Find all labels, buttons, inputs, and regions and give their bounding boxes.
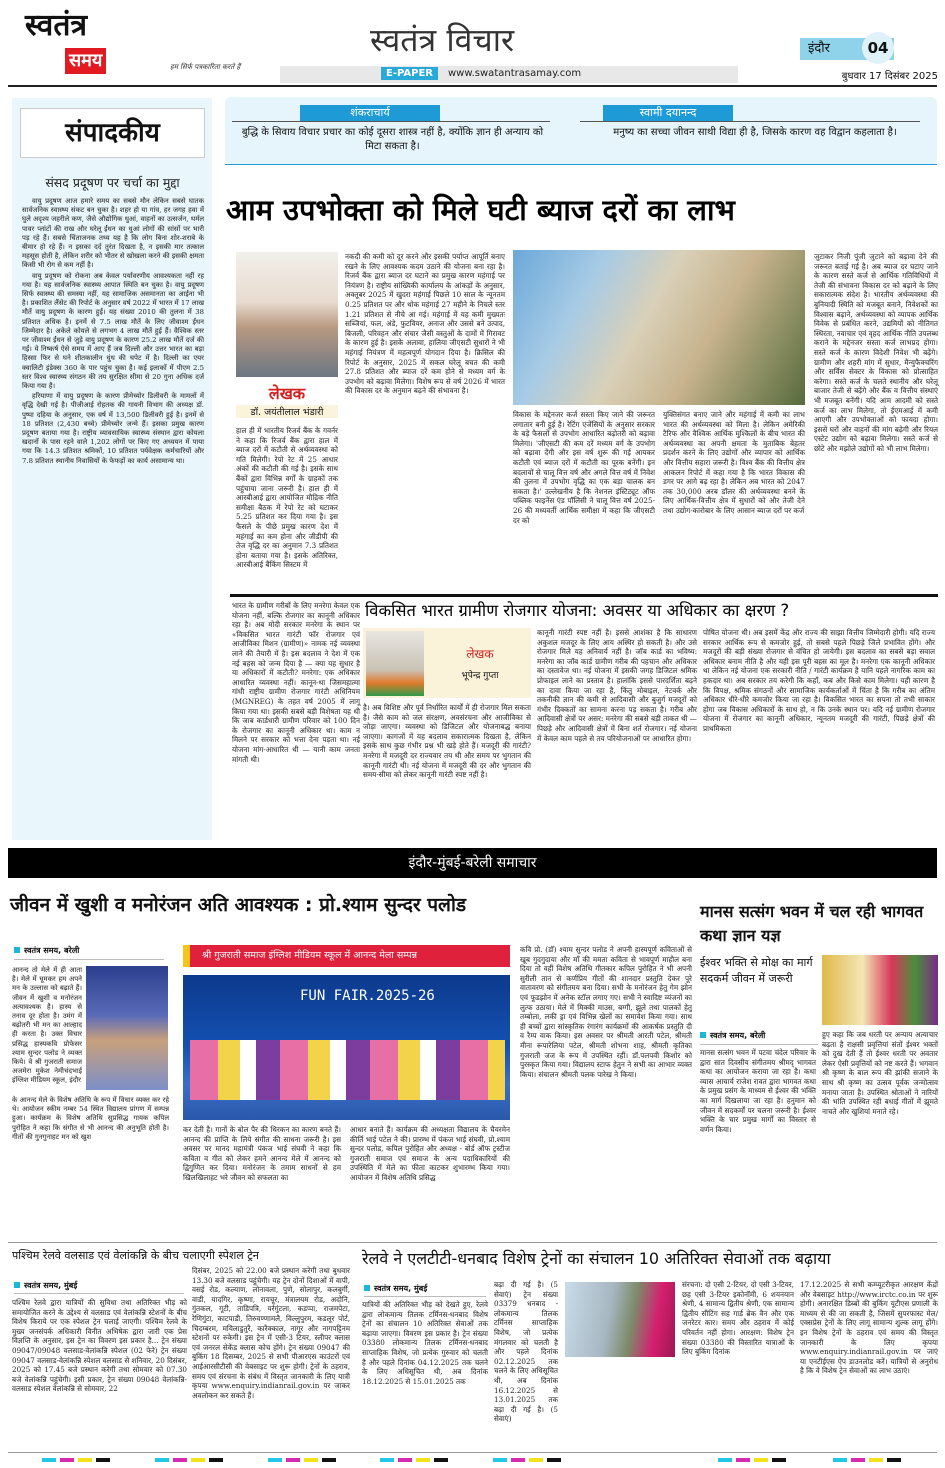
article-column-continued: के आनन्द मेले के विशेष अतिथि के रूप में विचार व्यक्त कर रहे थे। आयोजन स्कीम नम्बर 54 स्थित विद्यालय प्रांगण में सम्पन्न हुआ। कार्यक्रम के विशेष अतिथि सुप्रसिद्ध गायक कपिल पुरोहित ने कहा कि संगीत से भी आनन्द की अनुभूति होती है। गीतों की गुनगुनाहट मन को खुश (12, 1096, 169, 1141)
editorial-body (22, 197, 204, 467)
article-headline[interactable]: विकसित भारत ग्रामीण रोजगार योजना: अवसर या अधिकार का क्षरण ? (365, 601, 790, 620)
author-label: लेखक (466, 647, 494, 661)
print-registration-marks (718, 1458, 786, 1462)
quote-text: बुद्धि के सिवाय विचार प्रचार का कोई दूसरा शास्त्र नहीं है, क्योंकि ज्ञान ही अन्याय को मिटा सकता है। (241, 127, 544, 152)
dateline-rule (364, 1296, 486, 1297)
speaker-photo (86, 966, 168, 1090)
dateline-text: स्वतंत्र समय, बरेली (710, 1031, 766, 1040)
fun-fair-guests-image (190, 1040, 505, 1100)
rbi-building-photo (513, 250, 805, 405)
bullet-icon (700, 1032, 706, 1038)
page-title: स्वतंत्र विचार (370, 21, 515, 59)
quotes-bottom-rule (225, 164, 937, 165)
article-divider (8, 1242, 937, 1243)
issue-date: बुधवार 17 दिसंबर 2025 (841, 71, 938, 82)
article-column: नकदी की कमी को दूर करने और इसकी पर्याप्त आपूर्ति बनाए रखने के लिए आवश्यक कदम उठाने की योजना बना रहा है। रिजर्व बैंक द्वारा ब्याज दर घटाने का प्रमुख कारण महंगाई पर नियंत्रण है। राष्ट्रीय सांख्यिकी कार्यालय के आंकड़ों के अनुसार, अक्तूबर 2025 में खुदरा महंगाई पिछले 10 साल के न्यूनतम 0.25 प्रतिशत पर और थोक महंगाई 27 महीने के निचले स्तर 1.21 प्रतिशत से नीचे आ गई। महंगाई में यह कमी मुख्यतः सब्जियां, फल, अंडे, फुटवियर, अनाज और उससे बने उत्पाद, बिजली, परिवहन और संचार जैसी वस्तुओं के दामों में गिरावट के कारण हुई है। इसके अलावा, हालिया जीएसटी सुधारों ने भी महंगाई नियंत्रण में महत्वपूर्ण योगदान दिया है। क्रिसिल की रिपोर्ट के अनुसार, 2025 में सकल घरेलू बचत की कमी 27.8 प्रतिशत और ब्याज दरें कम होने से मध्यम वर्ग के उपभोग को बढ़ावा मिलेगा। विशेष रूप से वर्ष 2026 में भारत की विकास दर के अनुमान बढ़ने की संभावना है। (345, 252, 505, 396)
bhagwat-katha-photo (822, 955, 938, 1025)
dateline-text: स्वतंत्र समय, मुंबई (24, 1281, 78, 1290)
train-photo (565, 1282, 675, 1357)
dateline (364, 1283, 427, 1294)
dateline-text: स्वतंत्र समय, बरेली (24, 946, 80, 955)
article-column: कानूनी गारंटी स्पष्ट नहीं है। इससे आशंका है कि साधारण अकुशल मजदूर के लिए आय अस्थिर हो सकती है। और उसे रोजगार मिले यह अनिवार्य नहीं है। जॉब कार्ड का भविष्य: मनरेगा का जॉब कार्ड ग्रामीण गरीब की पहचान और अधिकार का दस्तावेज था। नई योजना में इसकी जगह डिजिटल श्रमिक प्रोफाइल लाने का प्रस्ताव है। हालांकि इससे पारदर्शिता बढ़ने का दावा किया जा रहा है, किंतु मोबाइल, नेटवर्क और तकनीकी ज्ञान की कमी से आदिवासी और बुजुर्ग मजदूरों को गंभीर दिक्कतों का सामना करना पड़ सकता है। गरीब और आदिवासी क्षेत्रों पर असर: मनरेगा की सबसे बड़ी ताकत थी — पिछड़े और आदिवासी क्षेत्रों में बिना शर्त रोजगार। नई योजना में केवल काम पहले से तय परियोजनाओं पर आधारित होगा। (537, 628, 697, 743)
website-link[interactable]: www.swatantrasamay.com (448, 68, 582, 79)
author-label: लेखक (268, 384, 306, 403)
article-column: संरचना: दो एसी 2-टियर, दो एसी 3-टियर, छह एसी 3-टियर इकोनॉमी, 6 शयनयान श्रेणी, 4 सामान्य द्वितीय श्रेणी, एक सामान्य द्वितीय सीटिंग सह गार्ड ब्रेक वैन और एक जनरेटर कार। समय और ठहराव में कोई परिवर्तन नहीं होगा। आरक्षण: विशेष ट्रेन संख्या 03380 की विस्तारित यात्राओं के लिए बुकिंग दिनांक (682, 1280, 794, 1357)
editorial-title: संसद प्रदूषण पर चर्चा का मुद्दा (45, 175, 180, 190)
article-headline[interactable]: पश्चिम रेलवे वलसाड एवं वेलांकन्नि के बीच चलाएगी स्पेशल ट्रेन (12, 1249, 259, 1262)
article-column: यात्रियों की अतिरिक्त भीड़ को देखते हुए, रेलवे द्वारा लोकमान्य तिलक टर्मिनस-धनबाद विशेष ट्रेनों का संचालन 10 अतिरिक्त सेवाओं तक बढ़ाया जाएगा। विवरण इस प्रकार है। ट्रेन संख्या 03380 लोकमान्य तिलक टर्मिनस-धनबाद साप्ताहिक विशेष, जो प्रत्येक गुरुवार को चलती है और पहले दिनांक 04.12.2025 तक चलने के लिए अधिसूचित थी, अब दिनांक 18.12.2025 से 15.01.2025 तक (362, 1300, 488, 1386)
article-column: आधार बनाते हैं। कार्यक्रम की अध्यक्षता विद्यालय के चैयरमेन कीर्ति भाई पटेल ने की। प्रारम्भ में पंकज भाई संघवी, प्रो.श्याम सुन्दर पलोड, कपिल पुरोहित और अध्यक्ष - बोर्ड ऑफ ट्रस्टीज गुजराती समाज एवं समाज के अन्य पदाधिकारियों की उपस्थिति में मेले का फीता काटकर शुभारम्भ किया गया। आयोजन में विशेष अतिथि प्रसिद्ध (350, 1125, 510, 1182)
article-column: पश्चिम रेलवे द्वारा यात्रियों की सुविधा तथा अतिरिक्त भीड़ को समायोजित करने के उद्देश्य से वलसाड एवं वेलांकन्नि स्टेशनों के बीच विशेष किराये पर एक स्पेशल ट्रेन चलाई जाएगी। पश्चिम रेलवे के मुख्य जनसंपर्क अधिकारी विनीत अभिषेक द्वारा जारी एक प्रेस विज्ञप्ति के अनुसार, इस ट्रेन का विवरण इस प्रकार है... ट्रेन संख्या 09047/09048 वलसाड-वेलांकन्नि स्पेशल (02 फेरे) ट्रेन संख्या 09047 वलसाड-वेलांकन्नि स्पेशल वलसाड से शनिवार, 20 दिसंबर, 2025 को 17.45 बजे प्रस्थान करेगी तथा सोमवार को 07.30 बजे वेलांकन्नि पहुंचेगी। इसी प्रकार, ट्रेन संख्या 09048 वेलांकन्नि- वलसाड स्पेशल वेलांकन्नि से सोमवार, 22 (12, 1298, 187, 1394)
footer-rule (8, 1452, 937, 1453)
author-name: डॉ. जयंतीलाल भंडारी (236, 405, 338, 418)
quote-author: शंकराचार्य (300, 105, 440, 121)
dateline-rule (14, 1293, 184, 1294)
dateline (700, 1030, 765, 1041)
author-photo (236, 252, 338, 377)
print-registration-marks (42, 1458, 110, 1462)
article-column: हुए कहा कि जब धरती पर अन्याय अत्याचार बढ़ता है राक्षसी प्रवृत्तियां संतों ईश्वर भक्तों को दुख देती हैं तो ईश्वर धरती पर अवतार लेकर ऐसी प्रवृत्तियों को नष्ट करते हैं। भगवान श्री कृष्ण के बाल रूप की झांकी सजाने के साथ श्री कृष्ण का उत्सव पूर्वक जन्मोत्सव मनाया जाता है। उपस्थित श्रोताओं ने नारियों की भांति उपस्थित रही बधाई गीतों में झूमते नाचते और खुशियां मनाते रहे। (822, 1030, 938, 1116)
article-column: है। अब विशिष्ट और पूर्व निर्धारित कार्यों में ही रोजगार मिल सकता है। जैसे काम को जल संरक्षण, अवसंरचना और आजीविका से जोड़ा जाएगा। व्यवस्था को डिजिटल और योजनाबद्ध बनाया जाएगा। कागजों में यह बदलाव सकारात्मक दिखता है, लेकिन इसके साथ कुछ गंभीर प्रश्न भी खड़े होते हैं। मजदूरी की गारंटी? मनरेगा में मजदूरी दर राज्यवार तय थी और समय पर भुगतान की कानूनी गारंटी थी। नई योजना में मजदूरी की दर और भुगतान की समय-सीमा को लेकर कानूनी गारंटी स्पष्ट नहीं है। (363, 703, 531, 780)
quote-author: स्वामी दयानन्द (603, 105, 733, 121)
fun-fair-sign: FUN FAIR.2025-26 (300, 988, 435, 1004)
masthead-divider (8, 85, 937, 87)
article-column: 17.12.2025 से सभी कम्प्यूटरीकृत आरक्षण केंद्रों और वेबसाइट http://www.irctc.co.in पर शुरू होगी। अनारक्षित डिब्बों की बुकिंग यूटीएस प्रणाली के माध्यम से की जा सकती है, जिसमें सुपरफास्ट मेल/एक्सप्रेस ट्रेनों के लिए लागू सामान्य शुल्क लागू होंगे। इन विशेष ट्रेनों के ठहराव एवं समय की विस्तृत जानकारी के लिए कृपया www.enquiry.indianrail.gov.in पर जाएं या एनटीईएस ऐप डाउनलोड करें। यात्रियों से अनुरोध है कि वे विशेष ट्रेन सेवाओं का लाभ उठाएं। (800, 1280, 938, 1376)
article-column: मानस सत्संग भवन में पटवा चंदेल परिवार के द्वारा सात दिवसीय संगीतमय श्रीमद् भागवत कथा का आयोजन कराया जा रहा है। कथा व्यास आचार्य राजेश रावत द्वारा भागवत कथा के प्रमुख प्रसंग के माध्यम से ईश्वर की भक्ति का मार्ग दिखलाया जा रहा है। हनुमान को जीवन में सदकर्मों पर चलना जरूरी है। ईश्वर भक्ति के चार प्रमुख मार्गों का विस्तार से वर्णन किया। (700, 1048, 816, 1134)
quote-text: मनुष्य का सच्चा जीवन साथी विद्या ही है, जिसके कारण वह विद्वान कहलाता है। (613, 127, 897, 138)
print-registration-marks (268, 1458, 336, 1462)
article-column: युक्तिसंगत बनाए जाने और महंगाई में कमी का लाभ भारत की अर्थव्यवस्था को मिला है। लेकिन अमेरिकी टैरिफ और वैश्विक आर्थिक मुश्किलों के बीच भारत की अर्थव्यवस्था का अपनी क्षमता के मुताबिक बेहतर प्रदर्शन करने के लिए उद्योगों और व्यापार को आर्थिक और वित्तीय सहारा जरूरी है। विश्व बैंक की वित्तीय क्षेत्र आकलन रिपोर्ट में कहा गया है कि भारत विकास की डगर पर आगे बढ़ रहा है। लेकिन अब भारत को 2047 तक 30,000 अरब डॉलर की अर्थव्यवस्था बनने के लिए आर्थिक-वित्तीय क्षेत्र में सुधारों को और तेजी देने तथा उद्योग-कारोबार के लिए आसान ब्याज दरों पर कर्ज (663, 410, 805, 515)
article-headline[interactable]: रेलवे ने एलटीटी-धनबाद विशेष ट्रेनों का संचालन 10 अतिरिक्त सेवाओं तक बढ़ाया (362, 1249, 831, 1268)
photo-banner: श्री गुजराती समाज इंग्लिश मीडियम स्कूल में आनन्द मेला सम्पन्न (183, 945, 510, 967)
dateline-rule (700, 1044, 818, 1045)
print-registration-marks (493, 1458, 561, 1462)
article-column: पोषित योजना थी। अब इसमें केंद्र और राज्य की साझा वित्तीय जिम्मेदारी होगी। यदि राज्य सरकार आर्थिक रूप से कमजोर हुई, तो सबसे पहले पिछड़े जिले प्रभावित होंगे। और मजदूरों की बड़ी संख्या रोजगार से वंचित हो जायेगी। इस बदलाव का सबसे बड़ा सवाल अधिकार बनाम नीति है और यही इस पूरी बहस का मूल है। मनरेगा एक कानूनी अधिकार था लेकिन नई योजना एक सरकारी नीति / गारंटी कार्यक्रम है यानि पहले नागरिक काम का हकदार था। अब सरकार तय करेगी कि कहाँ, कब और किसे काम मिलेगा। यही कारण है कि विपक्ष, श्रमिक संगठनों और सामाजिक कार्यकर्ताओं में चिंता है कि गरीब का अंतिम अधिकार धीरे-धीरे कमजोर किया जा रहा है। विकसित भारत का सपना तो तभी साकार होगा जब विकास अधिकारों के साथ हो, न कि उनके स्थान पर। यदि नई ग्रामीण रोजगार योजना में रोजगार का कानूनी अधिकार, न्यूनतम मजदूरी की गारंटी, पिछड़े क्षेत्रों की प्राथमिकता (703, 628, 935, 733)
bullet-icon (364, 1285, 370, 1291)
article-column: बढ़ा दी गई है। (5 सेवाएं) ट्रेन संख्या 03379 धनबाद - लोकमान्य तिलक टर्मिनस साप्ताहिक विशेष, जो प्रत्येक मंगलवार को चलती है और पहले दिनांक 02.12.2025 तक चलने के लिए अधिसूचित थी, अब दिनांक 16.12.2025 से 13.01.2025 तक बढ़ा दी गई है। (5 सेवाएं) (494, 1280, 558, 1424)
print-registration-marks (833, 1458, 901, 1462)
print-registration-marks (380, 1458, 448, 1462)
author-photo (366, 631, 424, 696)
dateline-rule (14, 959, 164, 960)
logo-bottom-text: समय (65, 48, 106, 74)
article-column: आनन्द तो मेले में ही आता है। मेले में घूमकर हम अपने मन के उल्लास को बढ़ाते हैं। जीवन में खुशी व मनोरंजन अत्यावश्यक है। हास्य से तनाव दूर होता है। उमंग में बढ़ोतरी भी मन का आल्हाद ही करता है। उक्त विचार प्रसिद्ध हास्यकवि प्रोफेसर श्याम सुन्दर पलोड ने व्यक्त किये। वे श्री गुजराती समाज अजमेरा मुकेश नेमीचंदभाई इंग्लिश मीडियम स्कूल, इंदौर (12, 966, 82, 1085)
author-name: भूपेन्द्र गुप्ता (461, 671, 499, 681)
dateline (14, 945, 79, 956)
print-registration-marks (155, 1458, 223, 1462)
editorial-section-label: संपादकीय (20, 108, 205, 158)
editorial-paragraph: वायु प्रदूषण को रोकना अब केवल पर्यावरणीय आवश्यकता नहीं रह गया है। यह सार्वजनिक स्वास्थ्य आपात स्थिति बन चुका है। वायु प्रदूषण सिर्फ स्वास्थ्य की समस्या नहीं, यह सामाजिक असमानता का आईना भी है। प्रकाशित लैंसेट की रिपोर्ट के अनुसार वर्ष 2022 में भारत में 17 लाख मौतें वायु प्रदूषण के कारण हुईं। यह संख्या 2010 की तुलना में 38 प्रतिशत अधिक है। इनमें से 7.5 लाख मौतें के लिए जीवाश्म ईंधन जिम्मेदार है। अकेले कोयले से लगभग 4 लाख मौतें हुई हैं। वैश्विक स्तर पर जीवाश्म ईंधन से जुड़े वायु प्रदूषण के कारण 25.2 लाख मौतें दर्ज की गईं। ये निष्कर्ष ऐसे समय में आए हैं जब दिल्ली और उत्तर भारत का बड़ा हिस्सा फिर से घने शीतकालीन धुंध की चपेट में है। दिल्ली का एयर क्वालिटी इंडेक्स 360 के पार पहुंच चुका है। कई इलाकों में पीएम 2.5 स्तर विश्व स्वास्थ्य संगठन की तय सुरक्षित सीमा से 20 गुना अधिक दर्ज किया गया है। (22, 271, 204, 391)
editorial-paragraph: वायु प्रदूषण आज हमारे समय का सबसे मौन लेकिन सबसे घातक सार्वजनिक स्वास्थ्य संकट बन चुका है। शहर हो या गांव, हर जगह हवा में घुले अदृश्य जहरीले कण, जैसे औद्योगिक धुआं, वाहनों का उत्सर्जन, थर्मल पावर प्लांटों की राख और घरेलू ईंधन का धुआं लोगों की सांसों पर भारी पड़ रहे हैं। सबसे चिंताजनक तथ्य यह है कि लोग बिना शोर-शराबे के बीमार हो रहे हैं। न इसका दर्द तुरंत दिखता है, न इसकी मार तत्काल महसूस होती है, लेकिन शरीर को भीतर से खोखला करने की इसकी क्षमता किसी भी रोग से कम नहीं है। (22, 197, 204, 270)
page-number: 04 (862, 32, 894, 64)
bullet-icon (14, 947, 20, 953)
article-divider (230, 594, 938, 597)
newspaper-logo (25, 8, 125, 80)
editorial-paragraph: हरियाणा में वायु प्रदूषण के कारण प्रीमेच्योर डिलीवरी के मामलों में वृद्धि देखी गई है। पीजीआई रोहतक की गायनी विभाग की अध्यक्ष डॉ. पुष्पा दहिया के अनुसार, एक वर्ष में 13,500 डिलीवरी हुई है। इनमें से 18 प्रतिशत (2,430 बच्चे) प्रीमेच्योर जन्मे हैं। इसका प्रमुख कारण प्रदूषण बताया गया है। राष्ट्रीय व्यावसायिक स्वास्थ्य संस्थान द्वारा कोयला खदानों के पास रहने वाले 1,202 लोगों पर किए गए अध्ययन में पाया गया कि 14.3 प्रतिशत श्रमिकों, 10 प्रतिशत पर्यवेक्षक कर्मचारियों और 7.8 प्रतिशत स्थानीय निवासियों के फेफड़ों का कार्य असामान्य था। (22, 392, 204, 465)
article-column: कवि प्रो. (डॉ) श्याम सुन्दर पलोड ने अपनी हास्यपूर्ण कविताओं से खूब गुदगुदाया और माँ की ममता कविता से भावपूर्ण माहौल बना दिया तो वहीं विशेष अतिथि गीतकार कपिल पुरोहित ने भी अपनी सुरीली तान से कर्णप्रिय गीतों की शानदार प्रस्तुति देकर पूरे वातावरण को संगीतमय बना दिया। सभी के मनोरंजन हेतु गेम झोन एवं फूडझोन में अनेक स्टॉल लगाए गए। सभी ने स्वादिष्ट व्यंजनों का लुत्फ उठाया। मेले में मिक्की माउस, बग्गी, झूले तथा पालकों हेतु तम्बोला, लकी ड्रा एवं विभिन्न खेलों का समावेश किया गया। साथ ही बच्चों द्वारा सांस्कृतिक रंगारंग कार्यक्रमों की आकर्षक प्रस्तुति दी व रैम्प वाक किया। इस अवसर पर श्रीमती आरती पटेल, श्रीमती मीना रूपारेलिया पटेल, श्रीमती शोभना शाह, श्रीमती कृतिका गुजराती जज के रूप में उपस्थित रहीं। डॉ.पलपवी किशोर को पुरस्कृत किया गया। विद्यालय स्टाफ हेतुन ने सभी का आभार व्यक्त किया। संचालन श्रीमती पलक पारेख ने किया। (520, 945, 692, 1079)
logo-top-text: स्वतंत्र (25, 8, 88, 43)
city-label: इंदौर (800, 38, 894, 60)
quote-divider (232, 121, 550, 122)
article-headline[interactable]: मानस सत्संग भवन में चल रही भागवत कथा ज्ञान यज्ञ (700, 902, 924, 945)
article-column: कर देती है। गानों के बोल पैर की थिरकन का कारण बनते हैं। आनन्द की प्राप्ति के लिये संगीत की साधना जरूरी है। इस अवसर पर मानद महामंत्री पंकज भाई संघवी ने कहा कि कविता व गीत को लेकर हमने आनन्द मेले में आनन्द को द्विगुणित कर दिया। मनोरंजन के तमाम साधनों से हम खिलखिलाहट भरे जीवन को सफलता का (183, 1125, 341, 1182)
article-column: जुटाकर निजी पूंजी जुटाने को बढ़ावा देने की जरूरत बताई गई है। अब ब्याज दर घटाए जाने के कारण सस्ते कर्ज से आर्थिक गतिविधियों में तेजी की संभावना विकास दर को बढ़ाने के लिए सकारात्मक संदेश है। भारतीय अर्थव्यवस्था की बुनियादी स्थिति को मजबूत बनाने, निवेशकों का विश्वास बढ़ाने, अर्थव्यवस्था को व्यापक आर्थिक विवेक से प्रबंधित करने, उद्यमियों को नीतिगत स्थिरता, नवाचार एवं वृहद आर्थिक नीति उपलब्ध कराने के मद्देनजर सस्ता कर्ज लाभप्रद होगा। सस्ते कर्ज के कारण विदेशी निवेश भी बढ़ेंगे। ग्रामीण और शहरी मांग में सुधार, मैन्युफैक्चरिंग और सर्विस सेक्टर के विकास को प्रोत्साहित करेगा। सस्ते कर्ज के चलते स्थानीय और घरेलू बाजार तेजी से बढ़ेंगे और बैंक व वित्तीय संस्थाएं भी मजबूत बनेंगी। यदि आम आदमी को सस्ते कर्ज का लाभ मिलेगा, तो ईएमआई में कमी आएगी और उपभोक्ताओं को फायदा होगा। इससे घरों और वाहनों की मांग बढ़ेगी और रियल एस्टेट उद्योग को बढ़ावा मिलेगा। सस्ते कर्ज से छोटे और मझोले उद्योगों को भी लाभ मिलेगा। (814, 252, 938, 453)
article-headline[interactable]: जीवन में खुशी व मनोरंजन अति आवश्यक : प्रो.श्याम सुन्दर पलोड (10, 894, 467, 916)
dateline-text: स्वतंत्र समय, मुंबई (374, 1284, 428, 1293)
section-banner: इंदौर-मुंबई-बरेली समाचार (8, 848, 937, 878)
dateline (14, 1280, 77, 1291)
lead-headline[interactable]: आम उपभोक्ता को मिले घटी ब्याज दरों का लाभ (226, 193, 735, 227)
article-column: दिसंबर, 2025 को 22.00 बजे प्रस्थान करेगी तथा बुधवार 13.30 बजे वलसाड पहुंचेगी। यह ट्रेन दोनों दिशाओं में वापी, वसई रोड, कल्याण, लोनावला, पुणे, सोलापुर, कलबुर्गी, वाडी, यादगिर, कृष्णा, रायचूर, मंत्रालयम रोड, अदोनि, गुंतकल, गूटी, ताडिपत्रि, यर्रगुंटला, कडप्पा, राजमपेटा, रेणिगुंटा, काटपाडी, तिरुवण्णामलै, विल्लुपुरम, कडलूर पोर्ट, चिदम्बरम, मयिलाडुतुरै, कारैक्काल, नागूर और नागपट्टिनम स्टेशनों पर रुकेगी। इस ट्रेन में एसी-3 टियर, स्लीपर क्लास एवं जनरल सेकेंड क्लास कोच होंगे। ट्रेन संख्या 09047 की बुकिंग 18 दिसम्बर, 2025 से सभी पीआरएस काउंटरों एवं आईआरसीटीसी की वेबसाइट पर शुरू होगी। ट्रेनों के ठहराव, समय एवं संरचना के संबंध में विस्तृत जानकारी के लिए यात्री कृपया www.enquiry.indianrail.gov.in पर जाकर अवलोकन कर सकते हैं। (192, 1266, 350, 1400)
epaper-badge: E-PAPER (381, 67, 438, 80)
article-column: हाल ही में भारतीय रिजर्व बैंक के गवर्नर ने कहा कि रिजर्व बैंक द्वारा हाल में ब्याज दरों में कटौती से अर्थव्यवस्था को गति मिलेगी। रेपो रेट में 25 आधार अंकों की कटौती की गई है। इसके साथ बैंकों द्वारा विभिन्न वर्गों के ग्राहकों तक पहुंचाया जाना जरूरी है। हाल ही में आरबीआई द्वारा आयोजित मौद्रिक नीति समीक्षा बैठक में रेपो रेट को घटाकर 5.25 प्रतिशत कर दिया गया है। इस फैसले के पीछे प्रमुख कारण देश में महंगाई का कम होना और जीडीपी की तेज वृद्धि दर का अनुमान 7.3 प्रतिशत होना बताया गया है। इसके अतिरिक्त, आरबीआई बैंकिंग सिस्टम में (236, 426, 338, 570)
bullet-icon (14, 1282, 20, 1288)
article-subheadline: ईश्वर भक्ति से मोक्ष का मार्ग सदकर्म जीवन में जरूरी (700, 956, 813, 985)
tagline: हम सिर्फ पत्रकारिता करते हैं (170, 63, 241, 71)
article-column: भारत के ग्रामीण गरीबों के लिए मनरेगा केवल एक योजना नहीं, बल्कि रोजगार का कानूनी अधिकार रहा है। अब मोदी सरकार मनरेगा के स्थान पर «विकसित भारत गारंटी फॉर रोजगार एवं आजीविका मिशन (ग्रामीण)» नामक नई व्यवस्था लाने की तैयारी में है। इस बदलाव ने देश में एक नई बहस को जन्म दिया है — क्या यह सुधार है या अधिकारों में कटौती? मनरेगा: एक अधिकार आधारित व्यवस्था नहीं। कानून-था जिसमहात्मा गांधी राष्ट्रीय ग्रामीण रोजगार गारंटी अधिनियम (MGNREG) के तहत वर्ष 2005 में लागू किया गया था। इसकी सबसे बड़ी विशेषता यह थी कि जाब कार्डधारी ग्रामीण परिवार को 100 दिन के रोजगार का कानूनी अधिकार था। काम न मिलने पर सरकार को भत्ता देना पड़ता था। नई योजना मांग-आधारित थी — यानी काम जनता मांगती थी। (232, 601, 360, 764)
quote-divider (580, 121, 920, 122)
article-column: विकास के मद्देनजर कर्ज सस्ता किए जाने की जरूरत लगातार बनी हुई है। रेटिंग एजेंसियों के अनुसार सरकार के बड़े फैसलों से उपभोग आधारित बढ़ोतरी को बढ़ावा मिलेगा। 'जीएसटी की कम दरें मध्यम वर्ग के उपभोग को बढ़ावा देंगी और इस वर्ष शुरू की गई आयकर कटौती एवं ब्याज दरों में कटौती का पूरक बनेंगी। इन बदलावों से चालू वित्त वर्ष और अगले वित्त वर्ष में निवेश की तुलना में उपभोग वृद्धि का एक बड़ा चालक बन सकता है।' उल्लेखनीय है कि नेशनल इंस्टिट्यूट ऑफ पब्लिक फाइनेंस एंड पॉलिसी ने चालू वित्त वर्ष 2025-26 की मध्यवर्ती आर्थिक समीक्षा में कहा कि जीएसटी दर को (513, 410, 655, 525)
